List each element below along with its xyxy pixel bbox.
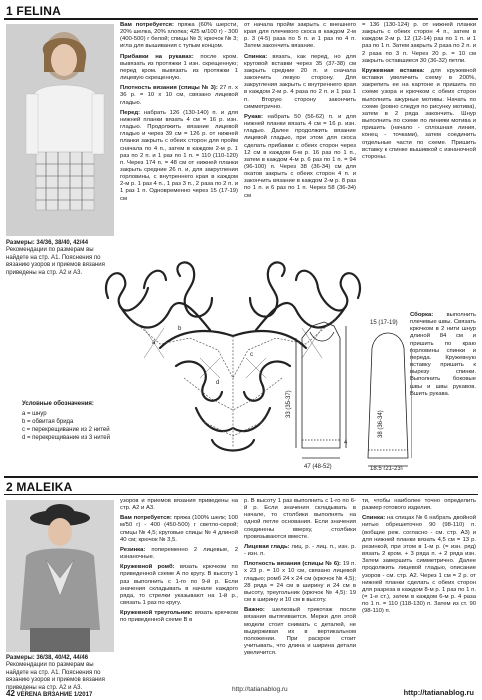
model-photo-maleika-illustration <box>6 500 114 652</box>
sizes-title: Размеры: 36/38, 40/42, 44/46 <box>6 655 89 661</box>
schematic-neckline <box>310 332 334 341</box>
sleeve-height-label: 38 (36-34) <box>378 410 384 438</box>
front-width-label: 47 (48-52) <box>304 464 332 470</box>
sleeve-top-label: 15 (17-19) <box>370 320 398 326</box>
hem-height-label: 4 <box>344 440 348 446</box>
model-photo-felina <box>6 24 114 236</box>
legend-item: a = шнур <box>22 411 47 417</box>
paragraph: р. В высоту 1 раз выполнить с 1-го по 6-й р. Если значения складывать в начале, то столбики выполнять на одной петле основания. Если значения соединены вверху, столбики провязываются вместе. <box>244 498 356 540</box>
diagram-cord <box>177 262 212 316</box>
paragraph: Сборка: выполнить плечевые швы. Связать крючком в 2 нити шнур длиной 84 см и пришить по краю горловины спинки и переда. Кружевную вставку пришить к вырезу спинки. Выполнить боковые швы и швы рукавов. Вшить рукава. <box>410 312 476 397</box>
section-title-maleika: 2 MALEIKA <box>6 480 73 494</box>
legend-title: Условные обозначения: <box>22 401 94 407</box>
front-height-label: 33 (35-37) <box>286 390 292 418</box>
page-number: 42 <box>6 689 15 698</box>
diagram-label-c: c <box>250 352 253 358</box>
paragraph: узоров и приемов вязания приведены на стр. A2 и A3. <box>120 498 238 512</box>
sizes-title: Размеры: 34/36, 38/40, 42/44 <box>6 240 89 246</box>
schematic-sleeve <box>368 333 408 458</box>
watermark-link-mid[interactable]: http://tatianablog.ru <box>232 686 288 693</box>
legend-item: d = перекрещивание из 3 нитей <box>22 435 110 441</box>
text-column-assembly <box>410 312 476 457</box>
section-rule <box>4 476 478 478</box>
sleeve-bottom-label: 18,5 (21-23) <box>370 466 403 470</box>
paragraph: Перед: набрать 126 (130-140) п. и для нижней планки вязать 4 см = 16 р. изн. гладью. Продолжить вязание лицевой гладью и через 39 см = 126 р. от нижней планки закрыть с обеих сторон для пройм сначала по 4 п., затем в каждом 2-м р. 1 раз по 2 п. и 1 раз по 1 п. = 110 (110-120) п. Через 174 п. = 48 см от нижней планки закрыть средние 26 п. и, для закругления горловины, с внутреннего края в каждом 2-м р. 1 раз 4 п., 1 раз 3 п., 2 раза по 2 п. и 1 раз 1 п. Одновременно через 15 (17-19) см <box>120 109 238 202</box>
paragraph: Спинка: на спицах № 6 набрать двойной нитью обрешеточно 90 (98-110) п. (вобщие реж. согласно - см. стр. A3) и для нижней планки вязать 4,5 см = 13 р. резинкой, при этом в 1-м р. (= изн. ряд) вязать 2 кром. + 3 ряда п. + 2 ряда изн. Затем завершить симметрично. Далее продолжить лицевой гладью, описание узоров - см. стр. A2. Через 1 см = 2 р. от нижней планки сделать с обеих сторон для разреза в каждом 8-м р. 1 раз по 1 п. (= 1-е ст.), затем в каждом 6-м р. 4 раза по 1 п. = 110 (118-130) п. Затем из ст. 90 (98-110) п. <box>362 515 476 615</box>
paragraph: Прибавки на рукавах: после кром. вывязать из протяжки 1 изн. скрещенную; перед кром. вывязать из протяжки 1 лицевую скрещенную. <box>120 53 238 82</box>
sizes-note: Рекомендации по размерам вы найдете на стр. A1. Пояснения по вязанию узоров и приемов вязания приведены на стр. A2 и A3. <box>6 247 105 276</box>
text-column-3-maleika <box>362 498 476 684</box>
magazine-name: VERENA ВЯЗАНИЕ 1/2017 <box>16 692 93 698</box>
paragraph: Рукав: набрать 50 (56-62) п. и для нижней планки вязать 4 см = 16 р. изн. гладью. Далее продолжить вязание лицевой гладью, при этом для скоса сделать прибавки с обеих сторон через 12 см в каждом 6-м р. 16 раз по 1 п., затем в каждом 4-м р. 6 раз по 1 п. = 94 (96-100) п. Через 38 (36-34) см для окатов закрыть с обеих сторон 4 п. и закончить вязание в каждом 2-м р. 8 раз по 1 п. и 6 раз по 1 п. Через 58 (36-34) см <box>244 113 356 199</box>
legend-item: c = перекрещивание из 2 нитей <box>22 427 110 433</box>
diagram-cord <box>144 271 166 288</box>
paragraph: от начала пройм закрыть с внешнего края для плечевого скоса в каждом 2-м р. 3 (4-5) раза по 5 п. и 1 раз по 4 п. Затем закончить вязание. <box>244 22 356 50</box>
paragraph: = 136 (130-124) р. от нижней планки закрыть с обеих сторон 4 п., затем в каждом 2-м р. 12 (12-14) раз по 1 п. и 1 раз по 1 п. Затем закрыть 2 раза по 2 п. и 2 раза по 3 п. Через 20 р. = 10 см закрыть оставшиеся 30 (36-32) петли. <box>362 22 476 64</box>
text-column-1-maleika <box>120 498 238 684</box>
section-rule <box>4 494 478 495</box>
legend <box>22 400 110 442</box>
diagram-label-d: d <box>216 380 220 386</box>
sizes-note: Рекомендации по размерам вы найдете на стр. A1. Пояснения по вязанию узоров и приемов вязания приведены на стр. A2 и A3. <box>6 662 105 691</box>
paragraph: ти, чтобы наиболее точно определить размер готового изделия. <box>362 498 476 512</box>
text-column-2 <box>244 22 356 272</box>
sizes-caption-maleika <box>6 655 116 692</box>
paragraph: Спинка: вязать, как перед, но для круговой вставки через 35 (37-38) см закрыть средние 20 п. и сначала закончить левую сторону. Для закругления закрыть с внутреннего края в каждом 2-м р. 4 раза по 2 п. и 1 раз 1 п. Вторую сторону закончить симметрично. <box>244 53 356 110</box>
paragraph: Кружевной треугольник: вязать крючком по приведенной схеме В в <box>120 610 238 624</box>
text-column-2-maleika <box>244 498 356 684</box>
section-rule <box>4 18 478 20</box>
watermark-link[interactable]: http://tatianablog.ru <box>403 688 474 697</box>
legend-item: b = обвитая брида <box>22 419 74 425</box>
section-title-felina: 1 FELINA <box>6 4 61 18</box>
diagram-cord <box>296 271 360 311</box>
page-footer <box>6 689 92 698</box>
model-photo-maleika <box>6 500 114 652</box>
model-photo-felina-illustration <box>6 24 114 236</box>
diagram-cord <box>250 262 285 316</box>
diagram-label-a: a <box>152 340 156 346</box>
paragraph: Вам потребуется: пряжа (60% шерсти, 20% шелка, 20% хлопка; 425 м/100 г) - 300 (400-500) г белой; спицы № 3; крючок № 3; игла для вышивания с тупым концом. <box>120 22 238 50</box>
paragraph: Важно: шелковый трикотаж после вязания вытягивается. Мерки для этой модели стоит снимать с деталей, не выдерживая их в вертикальном положении. При раскрое стоит учитывать, что длина и ширина детали увеличится. <box>244 607 356 657</box>
paragraph: Кружевной ромб: вязать крючком по приведенной схеме А по кругу. В высоту 1 раз выполнить с 1-го по 9-й р. Если значения складывать в начале каждого ряда, то стрелки указывают на 1-й р., связать 1 раз по кругу. <box>120 564 238 607</box>
diagram-cord <box>106 273 148 310</box>
diagram-label-b: b <box>178 326 182 332</box>
paragraph: Лицевая гладь: лиц. р. - лиц. п., изн. р. - изн. п. <box>244 543 356 558</box>
paragraph: Плотность вязания (спицы № 3): 27 п. x 36 р. = 10 x 10 см, связано лицевой гладью. <box>120 85 239 106</box>
text-column-3 <box>362 22 476 272</box>
garment-schematic <box>282 318 412 470</box>
paragraph: Резинка: попеременно 2 лицевые, 2 изнаночные. <box>120 546 238 561</box>
paragraph: Вам потребуется: пряжа (100% шелк; 100 м/50 г) - 400 (450-500) г светло-серой; спицы № 4,5; круговые спицы № 4 длиной 40 см; крючок № 3,5. <box>120 515 238 543</box>
paragraph: Плотность вязания (спицы № 6): 19 п. x 23 р. = 10 x 10 см, связано лицевой гладью; ромб 24 x 24 см (крючок № 4,5); 28 ряда = 24 см в ширину и 24 см в высоту, треугольник (крючок № 4,5): 19 см в ширину и 10 см в высоту. <box>244 561 356 604</box>
paragraph: Кружевная вставка: для кружевной вставки увеличить схему в 200%, закрепить ее на картоне и пришить по схеме узора и крючком с обеих сторон выполнить ажурные мотивы. Начать по схеме (ровно следуя по рисунку мотива), затем в 2 ряда закончить. Шнур выполнить по схеме по линиям мотива и пришить (начало - сплошная линия, конец - точками), затем соединить отдельные части по схеме. Пришить вставку к спинке вышивкой с изнаночной стороны. <box>362 67 476 160</box>
